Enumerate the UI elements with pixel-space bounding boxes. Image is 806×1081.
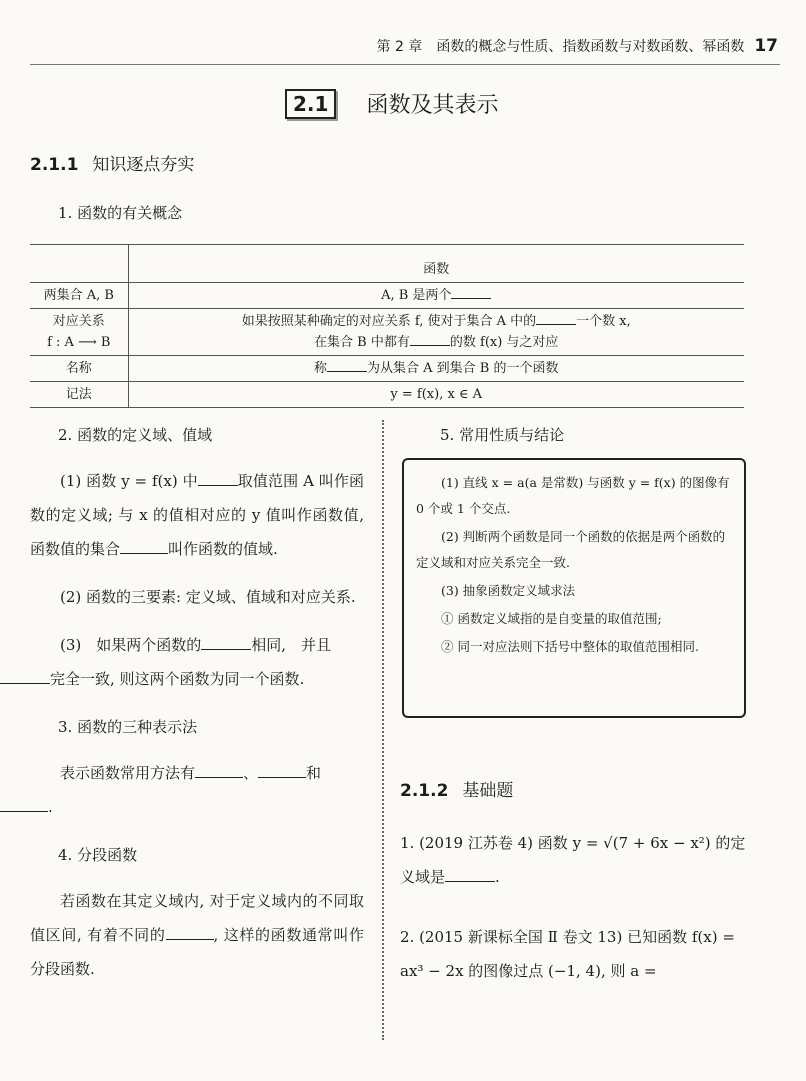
fill-blank <box>451 286 491 299</box>
table-header: 函数 <box>128 245 744 283</box>
fill-blank <box>201 635 251 650</box>
paragraph-same-function: (3) 如果两个函数的 相同, 并且 完全一致, 则这两个函数为同一个函数. <box>30 628 364 696</box>
fill-blank <box>120 539 168 554</box>
fill-blank <box>410 333 450 346</box>
row-content: A, B 是两个 <box>128 283 744 309</box>
page-number: 17 <box>754 36 778 56</box>
item-heading-5: 5. 常用性质与结论 <box>440 426 565 444</box>
box-item: ① 函数定义域指的是自变量的取值范围; <box>441 611 662 626</box>
subsection-title: 知识逐点夯实 <box>92 155 195 175</box>
basic-questions <box>400 826 750 1002</box>
subsection-number: 2.1.2 <box>400 781 449 801</box>
row-label: 名称 <box>30 356 128 382</box>
row-label: 对应关系 f : A ⟶ B <box>30 309 128 356</box>
item-heading-1: 1. 函数的有关概念 <box>58 204 183 222</box>
fill-blank <box>0 669 50 684</box>
table-row <box>30 245 744 283</box>
running-header <box>377 36 778 56</box>
table-row <box>30 309 744 356</box>
fill-blank <box>198 471 238 486</box>
subsection-number: 2.1.1 <box>30 155 79 175</box>
box-item: (1) 直线 x = a(a 是常数) 与函数 y = f(x) 的图像有 0 个或 1 个交点. <box>416 475 730 516</box>
section-title: 函数及其表示 <box>366 93 499 118</box>
subsection-heading-1 <box>30 150 194 175</box>
section-heading <box>285 88 498 119</box>
row-label: 两集合 A, B <box>30 283 128 309</box>
header-rule <box>30 64 780 65</box>
fill-blank <box>195 763 243 778</box>
fill-blank <box>327 359 367 372</box>
left-column <box>30 418 364 1000</box>
item-heading-2: 2. 函数的定义域、值域 <box>58 426 213 444</box>
row-content: 如果按照某种确定的对应关系 f, 使对于集合 A 中的 一个数 x, 在集合 B 中都有 的数 f(x) 与之对应 <box>128 309 744 356</box>
table-row <box>30 283 744 309</box>
paragraph-domain: (1) 函数 y = f(x) 中 取值范围 A 叫作函数的定义域; 与 x 的值相对应的 y 值叫作函数值, 函数值的集合 叫作函数的值域. <box>30 472 364 558</box>
table-row <box>30 382 744 408</box>
box-item: (3) 抽象函数定义域求法 <box>441 583 576 598</box>
item-heading-3: 3. 函数的三种表示法 <box>58 718 198 736</box>
row-content: y = f(x), x ∈ A <box>128 382 744 408</box>
row-label: 记法 <box>30 382 128 408</box>
column-divider <box>382 420 384 1040</box>
table-row <box>30 356 744 382</box>
paragraph-representation: 表示函数常用方法有 、 和 . <box>30 756 364 824</box>
subsection-title: 基础题 <box>462 781 514 801</box>
fill-blank <box>0 797 48 812</box>
row-content: 称 为从集合 A 到集合 B 的一个函数 <box>128 356 744 382</box>
box-item: ② 同一对应法则下括号中整体的取值范围相同. <box>441 639 699 654</box>
fill-blank <box>258 763 306 778</box>
fill-blank <box>445 867 495 882</box>
fill-blank <box>536 312 576 325</box>
properties-box <box>402 458 746 718</box>
item-heading-4: 4. 分段函数 <box>58 846 138 864</box>
chapter-title: 第 2 章 函数的概念与性质、指数函数与对数函数、幂函数 <box>376 39 745 55</box>
right-column-heading <box>400 424 750 457</box>
fill-blank <box>166 925 214 940</box>
question-1: 1. (2019 江苏卷 4) 函数 y = √(7 + 6x − x²) 的定义域是 . <box>400 834 746 886</box>
subsection-heading-2 <box>400 776 513 801</box>
box-item: (2) 判断两个函数是同一个函数的依据是两个函数的定义域和对应关系完全一致. <box>416 529 726 570</box>
bleed-through-text <box>560 98 565 116</box>
paragraph-three-elements: (2) 函数的三要素: 定义域、值域和对应关系. <box>60 588 356 606</box>
question-2: 2. (2015 新课标全国 Ⅱ 卷文 13) 已知函数 f(x) = ax³ − 2x 的图像过点 (−1, 4), 则 a = <box>400 928 735 980</box>
paragraph-piecewise: 若函数在其定义域内, 对于定义域内的不同取值区间, 有着不同的 , 这样的函数通常叫作分段函数. <box>30 892 364 978</box>
section-number: 2.1 <box>285 89 336 119</box>
concept-table <box>30 244 744 408</box>
